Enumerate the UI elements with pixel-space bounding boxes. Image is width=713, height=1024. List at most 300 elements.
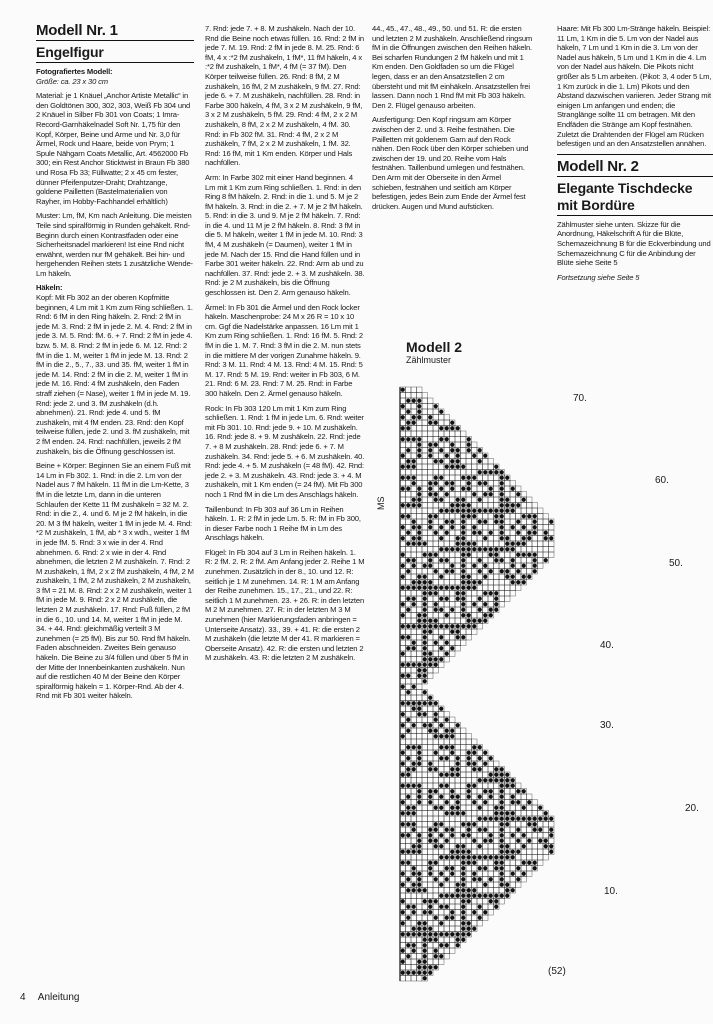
filled-mesh-dot: [450, 646, 454, 650]
filled-mesh-dot: [417, 437, 421, 441]
grid-cell: [400, 954, 406, 960]
filled-mesh-dot: [439, 943, 443, 947]
filled-mesh-dot: [417, 619, 421, 623]
filled-mesh-dot: [417, 707, 421, 711]
grid-cell: [406, 706, 412, 712]
filled-mesh-dot: [434, 954, 438, 958]
filled-mesh-dot: [428, 767, 432, 771]
grid-cell: [400, 893, 406, 899]
column-4: [557, 24, 713, 287]
filled-mesh-dot: [472, 839, 476, 843]
filled-mesh-dot: [472, 894, 476, 898]
filled-mesh-dot: [412, 811, 416, 815]
grid-cell: [444, 536, 450, 542]
filled-mesh-dot: [522, 514, 526, 518]
filled-mesh-dot: [456, 756, 460, 760]
filled-mesh-dot: [527, 536, 531, 540]
grid-cell: [483, 514, 489, 520]
grid-cell: [439, 415, 445, 421]
filled-mesh-dot: [527, 553, 531, 557]
filled-mesh-dot: [406, 784, 410, 788]
grid-cell: [422, 794, 428, 800]
grid-cell: [422, 475, 428, 481]
grid-cell: [494, 794, 500, 800]
filled-mesh-dot: [472, 525, 476, 529]
grid-cell: [433, 635, 439, 641]
filled-mesh-dot: [483, 509, 487, 513]
grid-cell: [450, 437, 456, 443]
grid-cell: [488, 541, 494, 547]
filled-mesh-dot: [472, 751, 476, 755]
filled-mesh-dot: [500, 828, 504, 832]
filled-mesh-dot: [483, 778, 487, 782]
filled-mesh-dot: [423, 542, 427, 546]
filled-mesh-dot: [406, 756, 410, 760]
filled-mesh-dot: [467, 580, 471, 584]
grid-cell: [483, 503, 489, 509]
filled-mesh-dot: [505, 575, 509, 579]
grid-cell: [455, 910, 461, 916]
grid-cell: [455, 739, 461, 745]
filled-mesh-dot: [445, 800, 449, 804]
grid-cell: [472, 816, 478, 822]
grid-cell: [428, 882, 434, 888]
grid-cell: [422, 855, 428, 861]
grid-cell: [433, 772, 439, 778]
grid-cell: [422, 426, 428, 432]
filled-mesh-dot: [461, 602, 465, 606]
filled-mesh-dot: [417, 745, 421, 749]
filled-mesh-dot: [500, 844, 504, 848]
grid-cell: [433, 547, 439, 553]
filled-mesh-dot: [401, 635, 405, 639]
filled-mesh-dot: [500, 894, 504, 898]
filled-mesh-dot: [478, 844, 482, 848]
grid-cell: [417, 684, 423, 690]
filled-mesh-dot: [401, 602, 405, 606]
grid-cell: [527, 805, 533, 811]
grid-cell: [472, 805, 478, 811]
filled-mesh-dot: [549, 828, 553, 832]
grid-cell: [422, 525, 428, 531]
grid-cell: [505, 596, 511, 602]
grid-cell: [411, 789, 417, 795]
filled-mesh-dot: [472, 800, 476, 804]
filled-mesh-dot: [494, 899, 498, 903]
grid-cell: [538, 811, 544, 817]
grid-cell: [422, 745, 428, 751]
filled-mesh-dot: [483, 866, 487, 870]
grid-cell: [400, 855, 406, 861]
grid-cell: [483, 904, 489, 910]
grid-cell: [466, 739, 472, 745]
grid-cell: [411, 508, 417, 514]
grid-cell: [433, 706, 439, 712]
filled-mesh-dot: [472, 762, 476, 766]
diagram-subtitle: Zählmuster: [406, 355, 452, 365]
filled-mesh-dot: [483, 564, 487, 568]
filled-mesh-dot: [417, 844, 421, 848]
grid-cell: [472, 448, 478, 454]
filled-mesh-dot: [450, 932, 454, 936]
grid-cell: [466, 915, 472, 921]
filled-mesh-dot: [412, 701, 416, 705]
grid-cell: [417, 690, 423, 696]
grid-cell: [466, 453, 472, 459]
grid-cell: [477, 464, 483, 470]
grid-cell: [433, 646, 439, 652]
filled-mesh-dot: [461, 569, 465, 573]
grid-cell: [400, 888, 406, 894]
grid-cell: [510, 569, 516, 575]
grid-cell: [400, 789, 406, 795]
filled-mesh-dot: [412, 850, 416, 854]
filled-mesh-dot: [428, 492, 432, 496]
filled-mesh-dot: [401, 503, 405, 507]
grid-cell: [422, 514, 428, 520]
filled-mesh-dot: [483, 789, 487, 793]
filled-mesh-dot: [428, 520, 432, 524]
grid-cell: [527, 811, 533, 817]
filled-mesh-dot: [461, 811, 465, 815]
filled-mesh-dot: [439, 795, 443, 799]
filled-mesh-dot: [417, 921, 421, 925]
grid-cell: [488, 871, 494, 877]
aermel-text: Ärmel: In Fb 301 die Ärmel und den Rock locker häkeln. Maschenprobe: 24 M x 26 R = 10 x 10 cm. Ggf die Nadelstärke anpassen. 16 Lm mit 1 Km zum Ring schließen. 1. Rnd: 16 fM. 5. Rnd: 2 fM in die 1. M. 7. Rnd: 3 fM in die 2. M. nun stets in die mittlere M der vorigen Zunahme häkeln. 9. Rnd: 3 M. 11. Rnd: 4 M. 13. Rnd: 4 M. 15. Rnd: 5 M. 17. Rnd: 5 M. 19. Rnd: weiter in Fb 303, 6 M. 21. Rnd: 6 M. 23. Rnd: 7 M. 25. Rnd: in Farbe 300 häkeln. Den 2. Ärmel genauso häkeln.: [205, 302, 363, 398]
grid-cell: [450, 431, 456, 437]
grid-cell: [461, 772, 467, 778]
filled-mesh-dot: [417, 399, 421, 403]
grid-cell: [406, 442, 412, 448]
grid-cell: [527, 519, 533, 525]
grid-cell: [444, 723, 450, 729]
filled-mesh-dot: [516, 531, 520, 535]
filled-mesh-dot: [494, 547, 498, 551]
grid-cell: [543, 547, 549, 553]
filled-mesh-dot: [450, 866, 454, 870]
filled-mesh-dot: [434, 767, 438, 771]
grid-cell: [516, 497, 522, 503]
filled-mesh-dot: [505, 509, 509, 513]
filled-mesh-dot: [423, 690, 427, 694]
grid-cell: [411, 657, 417, 663]
grid-cell: [510, 519, 516, 525]
grid-cell: [422, 783, 428, 789]
grid-cell: [499, 591, 505, 597]
grid-cell: [428, 772, 434, 778]
grid-cell: [455, 530, 461, 536]
grid-cell: [433, 558, 439, 564]
grid-cell: [466, 866, 472, 872]
grid-cell: [455, 745, 461, 751]
filled-mesh-dot: [522, 575, 526, 579]
filled-mesh-dot: [428, 487, 432, 491]
filled-mesh-dot: [406, 850, 410, 854]
grid-cell: [549, 838, 555, 844]
grid-cell: [461, 459, 467, 465]
filled-mesh-dot: [417, 789, 421, 793]
filled-mesh-dot: [445, 894, 449, 898]
grid-cell: [428, 959, 434, 965]
grid-cell: [406, 519, 412, 525]
filled-mesh-dot: [538, 806, 542, 810]
filled-mesh-dot: [456, 547, 460, 551]
filled-mesh-dot: [428, 580, 432, 584]
grid-cell: [422, 492, 428, 498]
grid-cell: [433, 437, 439, 443]
filled-mesh-dot: [412, 597, 416, 601]
filled-mesh-dot: [478, 866, 482, 870]
filled-mesh-dot: [434, 965, 438, 969]
grid-cell: [477, 475, 483, 481]
ms-label: MS: [376, 496, 386, 510]
grid-cell: [450, 530, 456, 536]
filled-mesh-dot: [406, 399, 410, 403]
filled-mesh-dot: [467, 850, 471, 854]
filled-mesh-dot: [478, 531, 482, 535]
filled-mesh-dot: [428, 619, 432, 623]
material-text: Material: je 1 Knäuel „Anchor Artiste Metallic“ in den Goldtönen 300, 302, 303, Weiß Fb 304 und 2 Knäuel in Silber Fb 301 von Coats; 1 Imra-Record-Garnhäkelnadel Soft Nr. 1,75 für den Kopf, Körper, Beine und Arme und Nr. 3,0 für Ärmel, Rock und Haare, beide von Prym; 1 Spule Nähgarn Coats Metallic, Art. 4562000 Fb 300; ein Rest Anchor Sticktwist in Braun Fb 380 und Rosa Fb 33; Füllwatte; 2 x 45 cm fester, dünner Pfeifenputzer-Draht; Drahtzange, goldene Pailletten (Bastelmaterialien von Rayher, im Hobby-Fachhandel erhältlich): [36, 91, 191, 206]
grid-cell: [422, 750, 428, 756]
filled-mesh-dot: [461, 888, 465, 892]
grid-cell: [406, 866, 412, 872]
grid-cell: [444, 646, 450, 652]
filled-mesh-dot: [423, 635, 427, 639]
filled-mesh-dot: [450, 487, 454, 491]
grid-cell: [417, 646, 423, 652]
filled-mesh-dot: [406, 806, 410, 810]
filled-mesh-dot: [417, 712, 421, 716]
grid-cell: [521, 558, 527, 564]
filled-mesh-dot: [434, 591, 438, 595]
grid-cell: [455, 574, 461, 580]
grid-cell: [411, 877, 417, 883]
filled-mesh-dot: [494, 866, 498, 870]
grid-cell: [417, 910, 423, 916]
haare-text: Haare: Mit Fb 300 Lm-Stränge häkeln. Beispiel: 11 Lm, 1 Km in die 5. Lm von der Nadel aus häkeln, 7 Lm und 1 Km in die 3. Lm von der Nadel aus häkeln, 5 Lm und 1 Km in die 4. Lm von der Nadel aus häkeln. Die Pikots nicht größer als 5 Lm arbeiten. (Pikot: 3, 4 oder 5 Lm, 1 Km zurück in die 1. Lm) Pikots und den Abstand dazwischen variieren. Jeder Strang mit einigen Lm anfangen und enden; die Stranglänge sollte 11 cm betragen. Mit den Endfäden die Stränge am Kopf festnähen. Zuletzt die Drahtenden der Flügel am Rücken befestigen und an den Ansatzstellen annähen.: [557, 24, 712, 149]
filled-mesh-dot: [494, 608, 498, 612]
grid-cell: [510, 789, 516, 795]
grid-cell: [428, 596, 434, 602]
filled-mesh-dot: [549, 817, 553, 821]
grid-cell: [422, 827, 428, 833]
grid-cell: [488, 844, 494, 850]
filled-mesh-dot: [434, 701, 438, 705]
filled-mesh-dot: [505, 773, 509, 777]
grid-cell: [433, 921, 439, 927]
filled-mesh-dot: [549, 844, 553, 848]
grid-cell: [428, 717, 434, 723]
filled-mesh-dot: [423, 932, 427, 936]
grid-cell: [417, 767, 423, 773]
filled-mesh-dot: [549, 520, 553, 524]
filled-mesh-dot: [516, 828, 520, 832]
grid-cell: [455, 750, 461, 756]
grid-cell: [400, 778, 406, 784]
grid-cell: [488, 580, 494, 586]
grid-cell: [461, 728, 467, 734]
grid-cell: [422, 404, 428, 410]
filled-mesh-dot: [428, 481, 432, 485]
filled-mesh-dot: [412, 971, 416, 975]
filled-mesh-dot: [456, 509, 460, 513]
row-label-52: (52): [548, 966, 566, 977]
filled-mesh-dot: [450, 773, 454, 777]
filled-mesh-dot: [401, 734, 405, 738]
filled-mesh-dot: [467, 784, 471, 788]
grid-cell: [461, 431, 467, 437]
filled-mesh-dot: [511, 800, 515, 804]
filled-mesh-dot: [423, 553, 427, 557]
filled-mesh-dot: [428, 421, 432, 425]
grid-cell: [406, 492, 412, 498]
filled-mesh-dot: [472, 619, 476, 623]
filled-mesh-dot: [439, 932, 443, 936]
filled-mesh-dot: [445, 597, 449, 601]
filled-mesh-dot: [461, 514, 465, 518]
filled-mesh-dot: [417, 674, 421, 678]
filled-mesh-dot: [412, 437, 416, 441]
grid-cell: [510, 822, 516, 828]
filled-mesh-dot: [434, 932, 438, 936]
filled-mesh-dot: [428, 591, 432, 595]
grid-cell: [472, 778, 478, 784]
filled-mesh-dot: [511, 547, 515, 551]
filled-mesh-dot: [417, 762, 421, 766]
grid-cell: [411, 393, 417, 399]
filled-mesh-dot: [467, 503, 471, 507]
grid-cell: [461, 453, 467, 459]
page-footer: [20, 992, 80, 1003]
grid-cell: [422, 904, 428, 910]
filled-mesh-dot: [401, 723, 405, 727]
grid-cell: [455, 602, 461, 608]
grid-cell: [527, 547, 533, 553]
grid-cell: [439, 431, 445, 437]
filled-mesh-dot: [428, 910, 432, 914]
grid-cell: [400, 558, 406, 564]
grid-cell: [428, 497, 434, 503]
grid-cell: [455, 470, 461, 476]
filled-mesh-dot: [456, 542, 460, 546]
filled-mesh-dot: [472, 514, 476, 518]
filled-mesh-dot: [516, 866, 520, 870]
grid-cell: [444, 926, 450, 932]
filled-mesh-dot: [434, 806, 438, 810]
filled-mesh-dot: [412, 481, 416, 485]
filled-mesh-dot: [450, 503, 454, 507]
filled-mesh-dot: [516, 877, 520, 881]
filled-mesh-dot: [538, 839, 542, 843]
grid-cell: [494, 525, 500, 531]
grid-cell: [477, 750, 483, 756]
filled-mesh-dot: [428, 795, 432, 799]
filled-mesh-dot: [467, 613, 471, 617]
grid-cell: [455, 618, 461, 624]
grid-cell: [428, 431, 434, 437]
grid-cell: [439, 492, 445, 498]
grid-cell: [406, 657, 412, 663]
grid-cell: [400, 541, 406, 547]
filled-mesh-dot: [423, 888, 427, 892]
grid-cell: [543, 855, 549, 861]
filled-mesh-dot: [511, 833, 515, 837]
grid-cell: [494, 503, 500, 509]
grid-cell: [477, 563, 483, 569]
filled-mesh-dot: [461, 465, 465, 469]
filled-mesh-dot: [467, 448, 471, 452]
grid-cell: [444, 486, 450, 492]
filled-mesh-dot: [412, 399, 416, 403]
grid-cell: [411, 431, 417, 437]
filled-mesh-dot: [489, 778, 493, 782]
grid-cell: [428, 948, 434, 954]
filled-mesh-dot: [434, 828, 438, 832]
grid-cell: [411, 855, 417, 861]
filled-mesh-dot: [544, 844, 548, 848]
grid-cell: [466, 882, 472, 888]
filled-mesh-dot: [412, 707, 416, 711]
grid-cell: [439, 860, 445, 866]
filled-mesh-dot: [467, 828, 471, 832]
filled-mesh-dot: [461, 861, 465, 865]
grid-cell: [472, 569, 478, 575]
grid-cell: [543, 552, 549, 558]
filled-mesh-dot: [500, 514, 504, 518]
filled-mesh-dot: [489, 531, 493, 535]
filled-mesh-dot: [467, 437, 471, 441]
grid-cell: [538, 508, 544, 514]
grid-cell: [444, 849, 450, 855]
filled-mesh-dot: [428, 872, 432, 876]
grid-cell: [516, 585, 522, 591]
grid-cell: [477, 624, 483, 630]
grid-cell: [406, 937, 412, 943]
filled-mesh-dot: [505, 569, 509, 573]
filled-mesh-dot: [434, 619, 438, 623]
filled-mesh-dot: [456, 800, 460, 804]
grid-cell: [521, 838, 527, 844]
grid-cell: [510, 514, 516, 520]
grid-cell: [439, 778, 445, 784]
grid-cell: [450, 899, 456, 905]
filled-mesh-dot: [445, 745, 449, 749]
filled-mesh-dot: [472, 454, 476, 458]
filled-mesh-dot: [461, 844, 465, 848]
grid-cell: [417, 954, 423, 960]
grid-cell: [400, 657, 406, 663]
grid-cell: [422, 805, 428, 811]
grid-cell: [444, 475, 450, 481]
filled-mesh-dot: [412, 872, 416, 876]
filled-mesh-dot: [445, 558, 449, 562]
filled-mesh-dot: [456, 498, 460, 502]
grid-cell: [455, 481, 461, 487]
grid-cell: [477, 772, 483, 778]
grid-cell: [466, 904, 472, 910]
filled-mesh-dot: [423, 646, 427, 650]
filled-mesh-dot: [456, 943, 460, 947]
grid-cell: [422, 789, 428, 795]
grid-cell: [450, 783, 456, 789]
filled-mesh-dot: [423, 927, 427, 931]
filled-mesh-dot: [461, 624, 465, 628]
grid-cell: [450, 514, 456, 520]
grid-cell: [439, 767, 445, 773]
filled-mesh-dot: [472, 586, 476, 590]
grid-cell: [444, 497, 450, 503]
filled-mesh-dot: [516, 800, 520, 804]
